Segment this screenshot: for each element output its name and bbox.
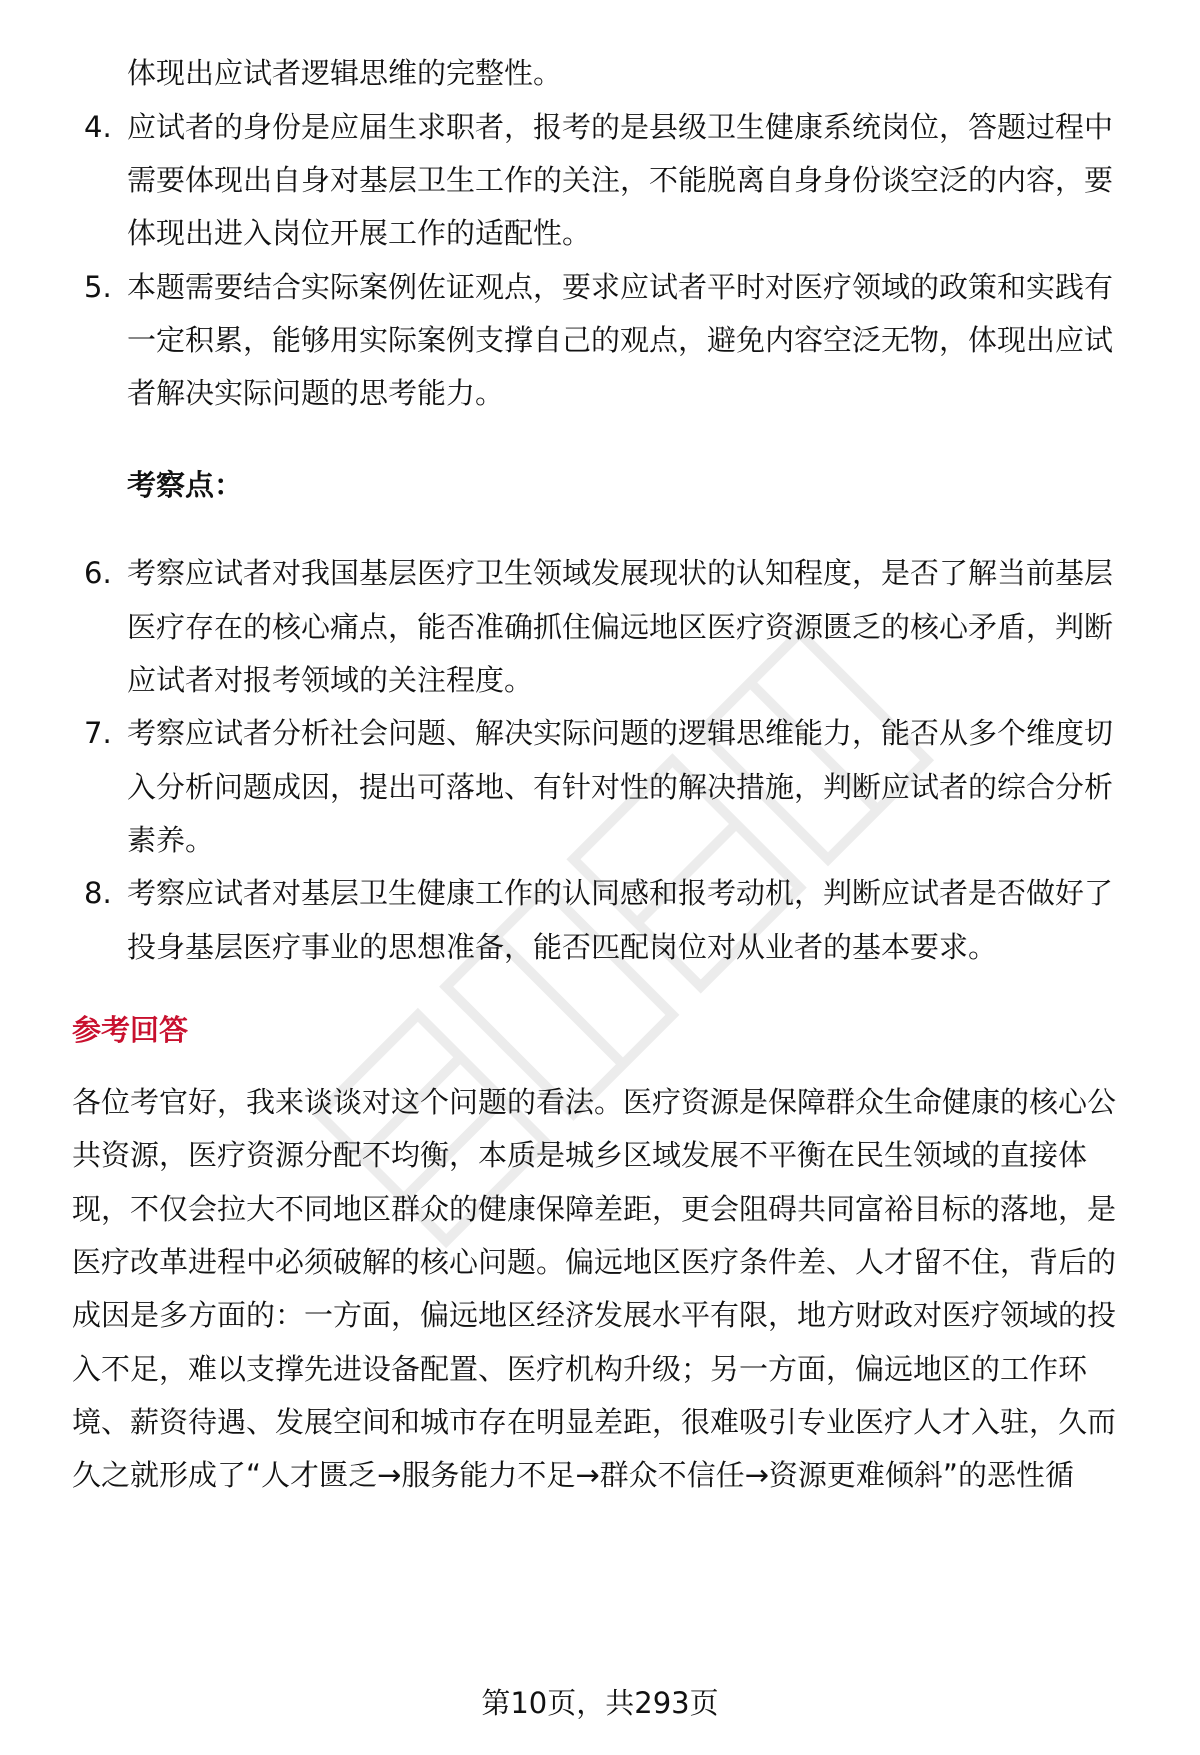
list-item-line: 素养。 [127, 823, 215, 857]
list-item-line: 医疗存在的核心痛点，能否准确抓住偏远地区医疗资源匮乏的核心矛盾，判断 [127, 610, 1114, 644]
list-number: 8. [84, 876, 112, 910]
list-item-line: 考察应试者对基层卫生健康工作的认同感和报考动机，判断应试者是否做好了 [127, 876, 1114, 910]
list-item-line: 需要体现出自身对基层卫生工作的关注，不能脱离自身身份谈空泛的内容，要 [127, 163, 1114, 197]
answer-line: 各位考官好，我来谈谈对这个问题的看法。医疗资源是保障群众生命健康的核心公 [72, 1085, 1117, 1119]
page-footer: 第10页，共293页 [481, 1686, 719, 1720]
list-item-line: 入分析问题成因，提出可落地、有针对性的解决措施，判断应试者的综合分析 [127, 770, 1114, 804]
section-heading: 考察点： [127, 468, 244, 502]
list-item-line: 应试者的身份是应届生求职者，报考的是县级卫生健康系统岗位，答题过程中 [127, 110, 1114, 144]
list-number: 6. [84, 556, 112, 590]
list-item-line: 体现出进入岗位开展工作的适配性。 [127, 216, 592, 250]
answer-line: 入不足，难以支撑先进设备配置、医疗机构升级；另一方面，偏远地区的工作环 [72, 1352, 1088, 1386]
list-number: 7. [84, 716, 112, 750]
answer-line: 久之就形成了“人才匮乏→服务能力不足→群众不信任→资源更难倾斜”的恶性循 [72, 1458, 1074, 1492]
list-item-line: 应试者对报考领域的关注程度。 [127, 663, 534, 697]
answer-heading: 参考回答 [72, 1013, 189, 1047]
list-number: 4. [84, 110, 112, 144]
list-item-line: 考察应试者分析社会问题、解决实际问题的逻辑思维能力，能否从多个维度切 [127, 716, 1114, 750]
answer-line: 共资源，医疗资源分配不均衡，本质是城乡区域发展不平衡在民生领域的直接体 [72, 1138, 1088, 1172]
list-item-line: 投身基层医疗事业的思想准备，能否匹配岗位对从业者的基本要求。 [127, 930, 998, 964]
list-number: 5. [84, 270, 112, 304]
answer-line: 现，不仅会拉大不同地区群众的健康保障差距，更会阻碍共同富裕目标的落地，是 [72, 1192, 1117, 1226]
answer-line: 医疗改革进程中必须破解的核心问题。偏远地区医疗条件差、人才留不住，背后的 [72, 1245, 1117, 1279]
list-item-line: 一定积累，能够用实际案例支撑自己的观点，避免内容空泛无物，体现出应试 [127, 323, 1114, 357]
answer-line: 境、薪资待遇、发展空间和城市存在明显差距，很难吸引专业医疗人才入驻，久而 [72, 1405, 1117, 1439]
list-item-line: 本题需要结合实际案例佐证观点，要求应试者平时对医疗领域的政策和实践有 [127, 270, 1114, 304]
answer-line: 成因是多方面的：一方面，偏远地区经济发展水平有限，地方财政对医疗领域的投 [72, 1298, 1117, 1332]
paragraph-line: 体现出应试者逻辑思维的完整性。 [127, 56, 563, 90]
list-item-line: 者解决实际问题的思考能力。 [127, 376, 505, 410]
list-item-line: 考察应试者对我国基层医疗卫生领域发展现状的认知程度，是否了解当前基层 [127, 556, 1114, 590]
